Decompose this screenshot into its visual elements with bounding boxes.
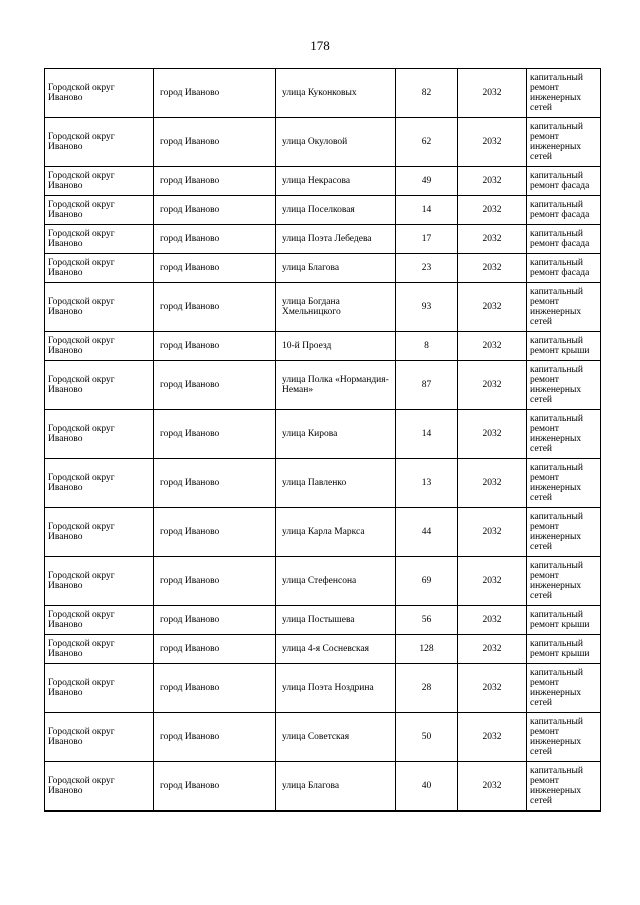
- house-number-cell: 56: [396, 606, 458, 635]
- table-row: [45, 635, 601, 664]
- settlement-cell: город Иваново: [154, 283, 276, 332]
- table-row: [45, 508, 601, 557]
- table-body: [45, 69, 601, 812]
- settlement-cell: город Иваново: [154, 557, 276, 606]
- work-type-cell: капитальный ремонт инженерных сетей: [527, 69, 601, 118]
- work-type-cell: капитальный ремонт фасада: [527, 196, 601, 225]
- year-cell: 2032: [458, 762, 527, 812]
- street-cell: 10-й Проезд: [276, 332, 396, 361]
- municipality-cell: Городской округ Иваново: [45, 459, 154, 508]
- work-type-cell: капитальный ремонт инженерных сетей: [527, 664, 601, 713]
- table-row: [45, 459, 601, 508]
- house-number-cell: 44: [396, 508, 458, 557]
- municipality-cell: Городской округ Иваново: [45, 118, 154, 167]
- settlement-cell: город Иваново: [154, 713, 276, 762]
- year-cell: 2032: [458, 508, 527, 557]
- municipality-cell: Городской округ Иваново: [45, 69, 154, 118]
- street-cell: улица Благова: [276, 254, 396, 283]
- street-cell: улица Стефенсона: [276, 557, 396, 606]
- settlement-cell: город Иваново: [154, 410, 276, 459]
- table-row: [45, 762, 601, 812]
- work-type-cell: капитальный ремонт инженерных сетей: [527, 762, 601, 812]
- municipality-cell: Городской округ Иваново: [45, 283, 154, 332]
- house-number-cell: 14: [396, 410, 458, 459]
- year-cell: 2032: [458, 410, 527, 459]
- year-cell: 2032: [458, 635, 527, 664]
- municipality-cell: Городской округ Иваново: [45, 635, 154, 664]
- house-number-cell: 40: [396, 762, 458, 812]
- table-row: [45, 196, 601, 225]
- street-cell: улица Карла Маркса: [276, 508, 396, 557]
- street-cell: улица Некрасова: [276, 167, 396, 196]
- work-type-cell: капитальный ремонт крыши: [527, 332, 601, 361]
- year-cell: 2032: [458, 167, 527, 196]
- house-number-cell: 93: [396, 283, 458, 332]
- year-cell: 2032: [458, 254, 527, 283]
- page-number: 178: [310, 38, 330, 53]
- municipality-cell: Городской округ Иваново: [45, 606, 154, 635]
- house-number-cell: 87: [396, 361, 458, 410]
- municipality-cell: Городской округ Иваново: [45, 332, 154, 361]
- settlement-cell: город Иваново: [154, 167, 276, 196]
- municipality-cell: Городской округ Иваново: [45, 225, 154, 254]
- work-type-cell: капитальный ремонт фасада: [527, 167, 601, 196]
- settlement-cell: город Иваново: [154, 635, 276, 664]
- year-cell: 2032: [458, 69, 527, 118]
- table-row: [45, 332, 601, 361]
- street-cell: улица Советская: [276, 713, 396, 762]
- house-number-cell: 8: [396, 332, 458, 361]
- street-cell: улица Постышева: [276, 606, 396, 635]
- house-number-cell: 14: [396, 196, 458, 225]
- year-cell: 2032: [458, 118, 527, 167]
- year-cell: 2032: [458, 713, 527, 762]
- municipality-cell: Городской округ Иваново: [45, 361, 154, 410]
- year-cell: 2032: [458, 606, 527, 635]
- year-cell: 2032: [458, 332, 527, 361]
- year-cell: 2032: [458, 459, 527, 508]
- work-type-cell: капитальный ремонт фасада: [527, 254, 601, 283]
- street-cell: улица Окуловой: [276, 118, 396, 167]
- table-row: [45, 118, 601, 167]
- table-row: [45, 225, 601, 254]
- house-number-cell: 17: [396, 225, 458, 254]
- municipality-cell: Городской округ Иваново: [45, 762, 154, 812]
- work-type-cell: капитальный ремонт инженерных сетей: [527, 410, 601, 459]
- street-cell: улица Куконковых: [276, 69, 396, 118]
- street-cell: улица Поэта Ноздрина: [276, 664, 396, 713]
- settlement-cell: город Иваново: [154, 361, 276, 410]
- settlement-cell: город Иваново: [154, 762, 276, 812]
- house-number-cell: 62: [396, 118, 458, 167]
- table-row: [45, 557, 601, 606]
- street-cell: улица Благова: [276, 762, 396, 812]
- table-row: [45, 664, 601, 713]
- settlement-cell: город Иваново: [154, 332, 276, 361]
- year-cell: 2032: [458, 557, 527, 606]
- table-row: [45, 167, 601, 196]
- settlement-cell: город Иваново: [154, 459, 276, 508]
- house-number-cell: 82: [396, 69, 458, 118]
- work-type-cell: капитальный ремонт инженерных сетей: [527, 118, 601, 167]
- settlement-cell: город Иваново: [154, 225, 276, 254]
- municipality-cell: Городской округ Иваново: [45, 664, 154, 713]
- house-number-cell: 128: [396, 635, 458, 664]
- work-type-cell: капитальный ремонт инженерных сетей: [527, 557, 601, 606]
- municipality-cell: Городской округ Иваново: [45, 508, 154, 557]
- house-number-cell: 13: [396, 459, 458, 508]
- street-cell: улица Поселковая: [276, 196, 396, 225]
- work-type-cell: капитальный ремонт инженерных сетей: [527, 361, 601, 410]
- municipality-cell: Городской округ Иваново: [45, 713, 154, 762]
- work-type-cell: капитальный ремонт инженерных сетей: [527, 459, 601, 508]
- house-number-cell: 23: [396, 254, 458, 283]
- settlement-cell: город Иваново: [154, 196, 276, 225]
- table-row: [45, 69, 601, 118]
- work-type-cell: капитальный ремонт крыши: [527, 606, 601, 635]
- work-type-cell: капитальный ремонт инженерных сетей: [527, 283, 601, 332]
- year-cell: 2032: [458, 664, 527, 713]
- settlement-cell: город Иваново: [154, 118, 276, 167]
- table-row: [45, 361, 601, 410]
- municipality-cell: Городской округ Иваново: [45, 557, 154, 606]
- work-type-cell: капитальный ремонт инженерных сетей: [527, 713, 601, 762]
- house-number-cell: 69: [396, 557, 458, 606]
- street-cell: улица Павленко: [276, 459, 396, 508]
- settlement-cell: город Иваново: [154, 508, 276, 557]
- year-cell: 2032: [458, 283, 527, 332]
- municipality-cell: Городской округ Иваново: [45, 410, 154, 459]
- work-type-cell: капитальный ремонт крыши: [527, 635, 601, 664]
- settlement-cell: город Иваново: [154, 254, 276, 283]
- street-cell: улица Полка «Нормандия-Неман»: [276, 361, 396, 410]
- municipality-cell: Городской округ Иваново: [45, 167, 154, 196]
- table-row: [45, 283, 601, 332]
- settlement-cell: город Иваново: [154, 606, 276, 635]
- settlement-cell: город Иваново: [154, 69, 276, 118]
- year-cell: 2032: [458, 196, 527, 225]
- house-number-cell: 28: [396, 664, 458, 713]
- table-row: [45, 606, 601, 635]
- house-number-cell: 49: [396, 167, 458, 196]
- street-cell: улица Богдана Хмельницкого: [276, 283, 396, 332]
- year-cell: 2032: [458, 225, 527, 254]
- municipality-cell: Городской округ Иваново: [45, 254, 154, 283]
- work-type-cell: капитальный ремонт фасада: [527, 225, 601, 254]
- house-number-cell: 50: [396, 713, 458, 762]
- work-type-cell: капитальный ремонт инженерных сетей: [527, 508, 601, 557]
- street-cell: улица Кирова: [276, 410, 396, 459]
- table-row: [45, 410, 601, 459]
- street-cell: улица 4-я Сосневская: [276, 635, 396, 664]
- table-row: [45, 713, 601, 762]
- municipality-cell: Городской округ Иваново: [45, 196, 154, 225]
- street-cell: улица Поэта Лебедева: [276, 225, 396, 254]
- table-row: [45, 254, 601, 283]
- year-cell: 2032: [458, 361, 527, 410]
- settlement-cell: город Иваново: [154, 664, 276, 713]
- repair-schedule-table: [44, 68, 601, 812]
